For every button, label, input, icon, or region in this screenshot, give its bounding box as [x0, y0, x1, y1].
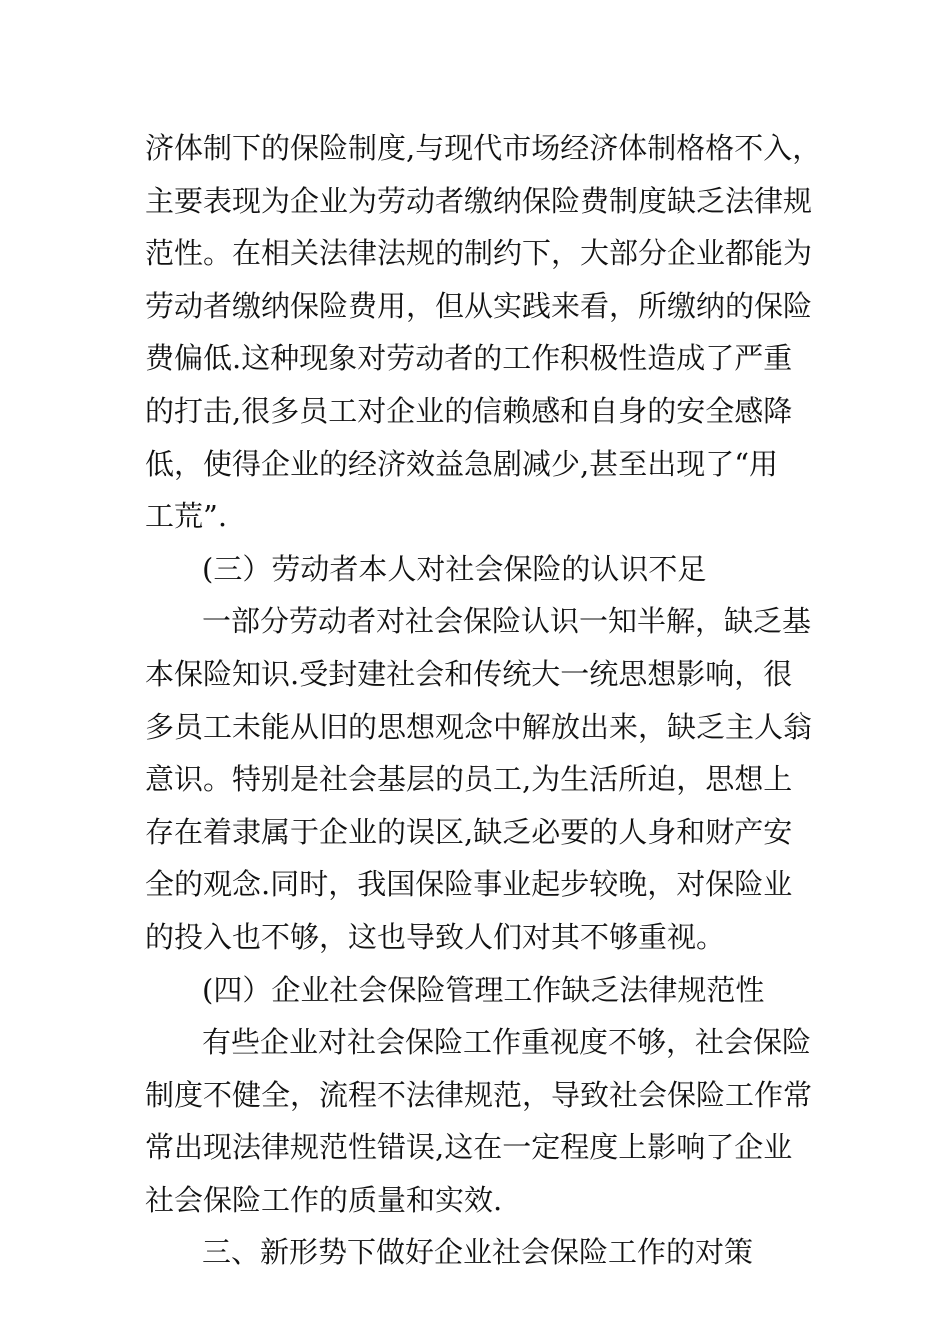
text-line-10: 一部分劳动者对社会保险认识一知半解，缺乏基: [202, 604, 812, 639]
text-line-4: 劳动者缴纳保险费用，但从实践来看，所缴纳的保险: [145, 288, 813, 323]
text-line-19: 制度不健全，流程不法律规范，导致社会保险工作常: [145, 1077, 813, 1112]
text-line-1: 济体制下的保险制度,与现代市场经济体制格格不入，: [145, 131, 822, 165]
section-heading-3: (三）劳动者本人对社会保险的认识不足: [202, 551, 707, 586]
chapter-heading-3: 三、新形势下做好企业社会保险工作的对策: [202, 1235, 754, 1270]
text-line-18: 有些企业对社会保险工作重视度不够，社会保险: [202, 1025, 812, 1060]
text-line-5: 费偏低.这种现象对劳动者的工作积极性造成了严重: [145, 341, 793, 376]
text-line-16: 的投入也不够，这也导致人们对其不够重视。: [145, 919, 726, 954]
text-line-11: 本保险知识.受封建社会和传统大一统思想影响，很: [145, 656, 793, 691]
text-line-13: 意识。特别是社会基层的员工,为生活所迫，思想上: [145, 762, 793, 797]
text-line-12: 多员工未能从旧的思想观念中解放出来，缺乏主人翁: [145, 709, 813, 744]
document-page: [145, 122, 822, 1279]
text-line-7: 低，使得企业的经济效益急剧减少,甚至出现了“用: [145, 446, 779, 481]
text-line-15: 全的观念.同时，我国保险事业起步较晚，对保险业: [145, 867, 793, 902]
text-line-21: 社会保险工作的质量和实效.: [145, 1182, 503, 1217]
text-line-20: 常出现法律规范性错误,这在一定程度上影响了企业: [145, 1130, 793, 1165]
text-line-3: 范性。在相关法律法规的制约下，大部分企业都能为: [145, 236, 813, 271]
text-line-2: 主要表现为企业为劳动者缴纳保险费制度缺乏法律规: [145, 183, 813, 218]
text-line-6: 的打击,很多员工对企业的信赖感和自身的安全感降: [145, 393, 793, 428]
section-heading-4: (四）企业社会保险管理工作缺乏法律规范性: [202, 972, 765, 1007]
text-line-8: 工荒”.: [145, 499, 228, 534]
text-line-14: 存在着隶属于企业的误区,缺乏必要的人身和财产安: [145, 814, 793, 849]
